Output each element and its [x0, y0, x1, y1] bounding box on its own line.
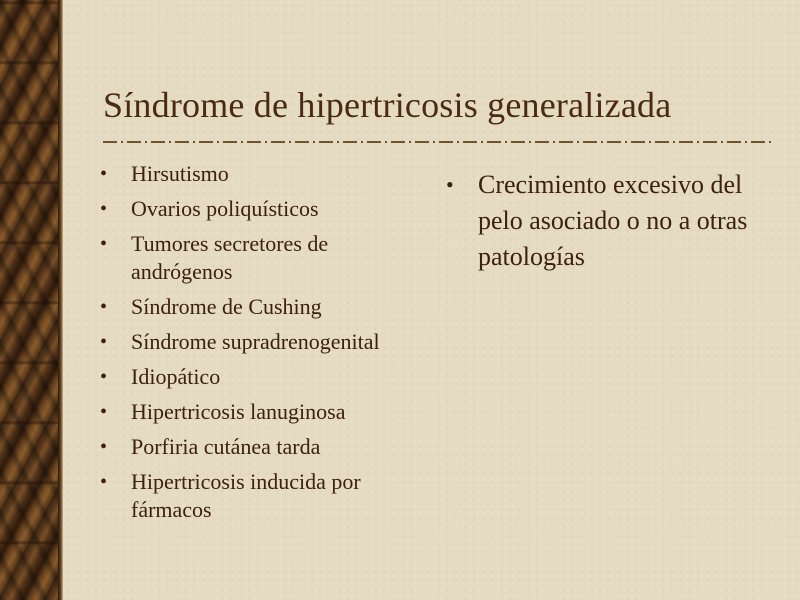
list-item — [100, 433, 420, 461]
bullet-dot-icon: • — [446, 172, 454, 197]
list-item-text: Idiopático — [131, 364, 221, 389]
list-item — [100, 398, 420, 426]
list-item-text: Hipertricosis inducida por fármacos — [131, 469, 361, 522]
list-item-text: Síndrome supradrenogenital — [131, 329, 380, 354]
list-item-text: Tumores secretores de andrógenos — [131, 231, 329, 284]
list-item — [100, 160, 420, 188]
bullet-dot-icon: • — [100, 436, 108, 458]
list-item — [100, 293, 420, 321]
list-item-text: Ovarios poliquísticos — [131, 196, 319, 221]
list-item-text: Porfiria cutánea tarda — [131, 434, 321, 459]
wood-texture-strip — [0, 0, 62, 600]
dash-dot-divider — [103, 140, 773, 144]
list-item-text: Síndrome de Cushing — [131, 294, 322, 319]
list-item-text: Hirsutismo — [131, 161, 229, 186]
list-item — [446, 167, 766, 275]
bullet-dot-icon: • — [100, 233, 108, 255]
bullet-dot-icon: • — [100, 401, 108, 423]
bullet-dot-icon: • — [100, 471, 108, 493]
bullet-dot-icon: • — [100, 331, 108, 353]
wood-strip-edge — [58, 0, 63, 600]
bullet-dot-icon: • — [100, 296, 108, 318]
bullet-dot-icon: • — [100, 198, 108, 220]
left-bullet-list — [100, 160, 420, 531]
list-item — [100, 363, 420, 391]
right-bullet-list — [446, 167, 766, 275]
list-item — [100, 468, 420, 524]
bullet-dot-icon: • — [100, 366, 108, 388]
slide-title: Síndrome de hipertricosis generalizada — [103, 85, 672, 125]
bullet-dot-icon: • — [100, 163, 108, 185]
list-item-text: Hipertricosis lanuginosa — [131, 399, 346, 424]
list-item — [100, 195, 420, 223]
list-item-text: Crecimiento excesivo del pelo asociado o no a otras patologías — [478, 170, 748, 271]
list-item — [100, 328, 420, 356]
list-item — [100, 230, 420, 286]
